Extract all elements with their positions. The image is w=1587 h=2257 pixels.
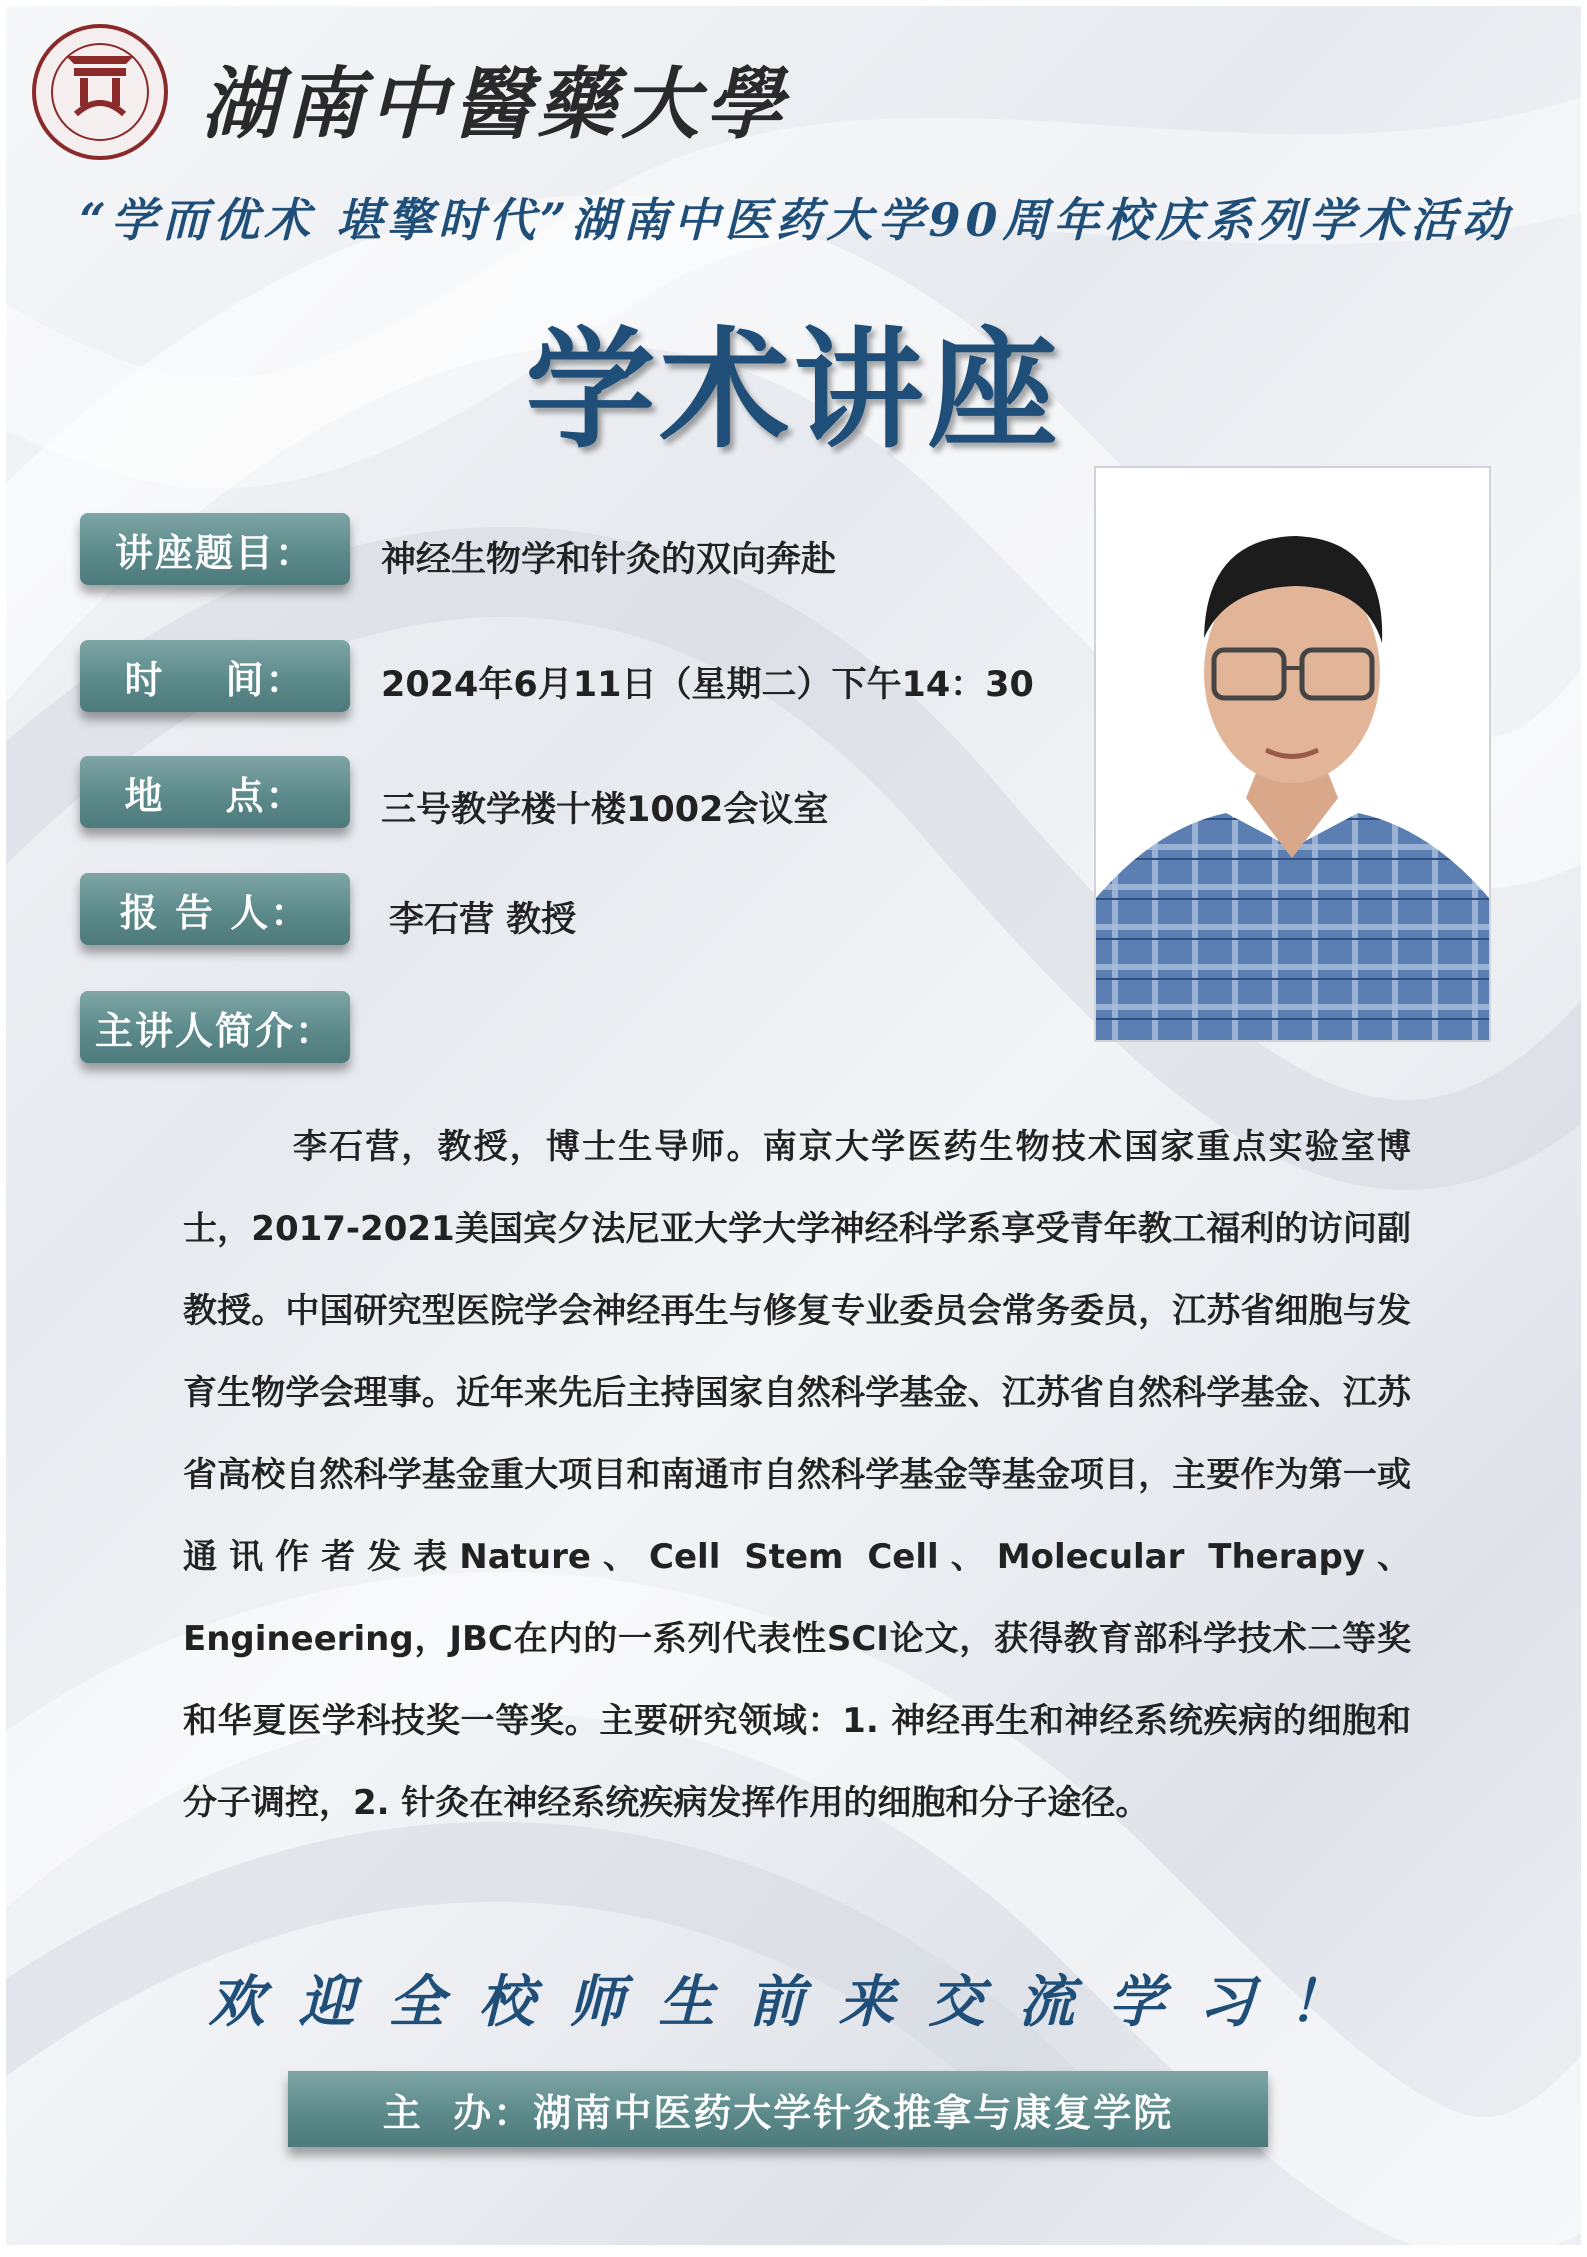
speaker-bio: 李石营，教授，博士生导师。南京大学医药生物技术国家重点实验室博士，2017-2021美国宾夕法尼亚大学大学神经科学系享受青年教工福利的访问副教授。中国研究型医院学会神经再生与修复专业委员会常务委员，江苏省细胞与发育生物学会理事。近年来先后主持国家自然科学基金、江苏省自然科学基金、江苏省高校自然科学基金重大项目和南通市自然科学基金等基金项目，主要作为第一或通讯作者发表Nature、Cell Stem Cell、Molecular Therapy、Engineering，JBC在内的一系列代表性SCI论文，获得教育部科学技术二等奖和华夏医学科技奖一等奖。主要研究领域：1. 神经再生和神经系统疾病的细胞和分子调控，2. 针灸在神经系统疾病发挥作用的细胞和分子途径。: [183, 1127, 1411, 1823]
topic-value: 神经生物学和针灸的双向奔赴: [381, 540, 837, 580]
welcome-message: 欢迎全校师生前来交流学习！: [208, 1969, 1379, 2035]
university-name: 湖南中醫藥大學: [201, 59, 790, 150]
poster: [6, 6, 1581, 2245]
main-title: 学术讲座: [525, 314, 1062, 466]
series-title: “学而优术 堪擎时代”湖南中医药大学90周年校庆系列学术活动: [79, 193, 1513, 247]
university-seal-logo: [30, 22, 170, 162]
speaker-value: 李石营 教授: [389, 900, 577, 940]
speaker-label: 报 告 人：: [80, 873, 350, 945]
time-value: 2024年6月11日（星期二）下午14：30: [381, 665, 1034, 705]
speaker-intro-label: 主讲人简介：: [80, 991, 350, 1063]
topic-label: 讲座题目：: [80, 513, 350, 585]
location-value: 三号教学楼十楼1002会议室: [381, 790, 829, 830]
time-label: 时 间：: [80, 640, 350, 712]
speaker-photo: [1094, 466, 1491, 1042]
host-organizer: 主 办：湖南中医药大学针灸推拿与康复学院: [288, 2071, 1268, 2147]
location-label: 地 点：: [80, 756, 350, 828]
